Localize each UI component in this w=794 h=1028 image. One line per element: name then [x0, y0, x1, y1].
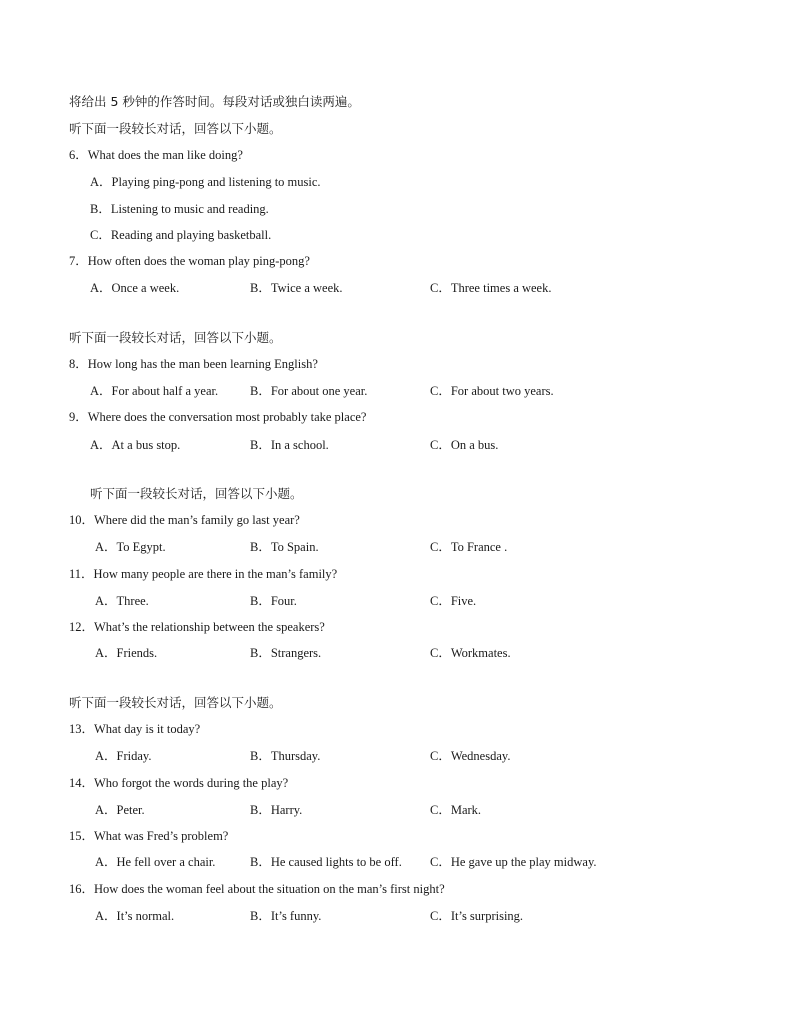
- option-a: A．Three.: [95, 594, 149, 608]
- option-b: B．For about one year.: [250, 384, 368, 398]
- option-a: A．He fell over a chair.: [95, 855, 216, 869]
- option-a: A．For about half a year.: [90, 384, 219, 398]
- option-a: A．It’s normal.: [95, 909, 175, 923]
- option-b: B．It’s funny.: [250, 909, 322, 923]
- question-stem: 15．What was Fred’s problem?: [69, 829, 229, 843]
- option-a: A．Friends.: [95, 646, 158, 660]
- option-c: C．Workmates.: [430, 646, 511, 660]
- option-c: C．It’s surprising.: [430, 909, 524, 923]
- option-b: B．Strangers.: [250, 646, 322, 660]
- question-stem: 12．What’s the relationship between the speakers?: [69, 620, 325, 634]
- question-stem: 6．What does the man like doing?: [69, 148, 243, 162]
- option-a: A．To Egypt.: [95, 540, 166, 554]
- option-c: C．Wednesday.: [430, 749, 511, 763]
- option-b: B．Listening to music and reading.: [90, 202, 269, 216]
- section-heading: 听下面一段较长对话，回答以下小题。: [69, 330, 282, 345]
- option-a: A．Friday.: [95, 749, 152, 763]
- option-a: A．At a bus stop.: [90, 438, 181, 452]
- option-c: C．Five.: [430, 594, 477, 608]
- option-c: C．He gave up the play midway.: [430, 855, 597, 869]
- option-c: C．Mark.: [430, 803, 482, 817]
- section-heading: 听下面一段较长对话，回答以下小题。: [90, 486, 303, 501]
- option-c: C．For about two years.: [430, 384, 554, 398]
- question-stem: 11．How many people are there in the man’s family?: [69, 567, 338, 581]
- option-b: B．Thursday.: [250, 749, 321, 763]
- question-stem: 9．Where does the conversation most probably take place?: [69, 410, 367, 424]
- option-c: C．On a bus.: [430, 438, 499, 452]
- question-stem: 7．How often does the woman play ping-pong?: [69, 254, 310, 268]
- question-stem: 8．How long has the man been learning English?: [69, 357, 318, 371]
- option-a: A．Peter.: [95, 803, 145, 817]
- question-stem: 14．Who forgot the words during the play?: [69, 776, 289, 790]
- option-c: C．To France .: [430, 540, 508, 554]
- section-heading: 听下面一段较长对话，回答以下小题。: [69, 695, 282, 710]
- instruction-text: 将给出 5 秒钟的作答时间。每段对话或独白读两遍。: [69, 94, 360, 109]
- option-c: C．Three times a week.: [430, 281, 552, 295]
- option-b: B．To Spain.: [250, 540, 319, 554]
- question-stem: 10．Where did the man’s family go last year?: [69, 513, 300, 527]
- option-a: A．Once a week.: [90, 281, 180, 295]
- option-b: B．He caused lights to be off.: [250, 855, 402, 869]
- option-b: B．Harry.: [250, 803, 303, 817]
- question-stem: 13．What day is it today?: [69, 722, 201, 736]
- question-stem: 16．How does the woman feel about the situation on the man’s first night?: [69, 882, 445, 896]
- option-b: B．Twice a week.: [250, 281, 343, 295]
- option-a: A．Playing ping-pong and listening to music.: [90, 175, 321, 189]
- option-b: B．Four.: [250, 594, 297, 608]
- option-c: C．Reading and playing basketball.: [90, 228, 272, 242]
- option-b: B．In a school.: [250, 438, 329, 452]
- section-heading: 听下面一段较长对话，回答以下小题。: [69, 121, 282, 136]
